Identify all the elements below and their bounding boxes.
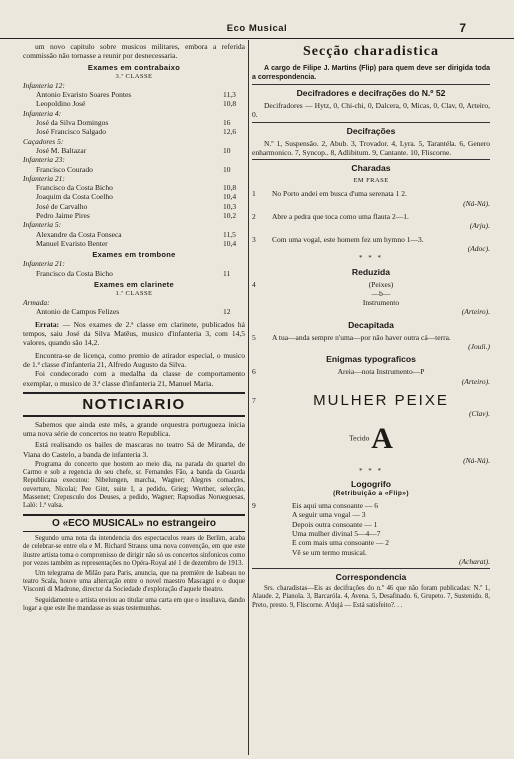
musician-name: Pedro Jaime Pires: [36, 211, 90, 221]
puzzle-9-author: (Acharat).: [458, 556, 490, 566]
unit-label: Armada:: [23, 298, 50, 308]
musician-name: José de Carvalho: [36, 201, 88, 211]
exam-list-clarinete: [23, 298, 245, 317]
intro-paragraph: um novo capitulo sobre musicos militares, embora a referida commissão não tornasse a reunir por desnecessaria.: [23, 42, 245, 61]
puzzle-7-author: (Clav).: [468, 408, 490, 418]
column-divider: [248, 40, 249, 755]
enigmas-title: Enigmas typograficos: [326, 354, 416, 365]
exam-list-trombone: [23, 259, 245, 278]
puzzle-2: 2 Abre a pedra que toca como uma flauta 2—1.: [252, 212, 409, 222]
section-class: 1.ª CLASSE: [115, 289, 153, 297]
divider: [252, 159, 490, 160]
musician-name: José Francisco Salgado: [36, 127, 106, 137]
puzzle-6: 6 Areia—nota Instrumento—P: [252, 367, 425, 377]
exam-row: [23, 118, 245, 127]
errata-text: — Nos exames de 2.ª classe em clarinete, publicados há tempos, saiu José da Silva Matêus, musico d'infanteria 3, com 14,5 valores, quando são 14,2.: [23, 319, 245, 348]
score-value: 11,5: [223, 229, 236, 239]
running-title: Eco Musical: [226, 23, 288, 34]
charadistica-title: Secção charadistica: [302, 44, 440, 59]
puzzle-1-author: (Ná-Ná).: [463, 198, 490, 208]
exam-row: [23, 239, 245, 248]
exam-row: [23, 99, 245, 108]
musician-name: Antonio de Campos Felizes: [36, 307, 120, 317]
score-value: 10,3: [223, 201, 237, 211]
exam-row: [23, 211, 245, 220]
musician-name: Francisco da Costa Bicho: [36, 183, 113, 193]
logogrifo-line: Uma mulher divinal 5—4—7: [292, 529, 381, 539]
score-value: 10,2: [223, 211, 237, 221]
score-value: 12,6: [223, 127, 237, 137]
score-value: 11,3: [223, 90, 236, 100]
news-paragraph-3: Programa do concerto que hostem ao meio dia, na parada do quartel do Carmo e sob a regencia do seu chefe, sr. Fernandes Fão, a banda da Guarda Republicana executou: Nibelungen, marcha, Wagner; Alegres comadres, ouverture, Nicolai; Pee Gint, suite I, a pedido, Grieg; Werther, selecção, Massenet; Crepusculo dos Deuses, a pedido, Wagner; Rapsodias Norueguesas, Laló: 1.ª valsa.: [23, 460, 245, 509]
puzzle-4-author: (Arteiro).: [461, 307, 490, 317]
unit-label: Infanteria 23:: [23, 155, 65, 165]
errata-label: Errata:: [35, 319, 60, 329]
logogrifo-dedication: (Retribuição a «Flip»): [333, 489, 409, 497]
section-editor: A cargo de Filipe J. Martins (Flip) para quem deve ser dirigida toda a correspondencia.: [252, 65, 490, 81]
musician-name: Joaquim da Costa Coelho: [36, 192, 113, 202]
em-frase-label: EM FRASE: [353, 177, 389, 185]
puzzle-5-author: (Jouli.): [468, 342, 490, 352]
decifradores-text: Decifradores — Hytz, 0, Chi-chi, 0, Dalcera, 0, Micas, 0, Clav, 0, Arteiro, 0.: [252, 101, 490, 120]
score-value: 16: [223, 118, 231, 128]
exam-list-contrabaixo: [23, 81, 245, 248]
score-value: 11: [223, 268, 231, 278]
exam-row: [23, 183, 245, 192]
exam-row: [23, 127, 245, 136]
score-value: 12: [223, 307, 231, 317]
section-class: 3.ª CLASSE: [115, 72, 153, 80]
divider: [252, 84, 490, 85]
musician-name: José da Silva Domingos: [36, 118, 109, 128]
musician-name: José M. Baltazar: [36, 145, 87, 155]
unit-label: Infanteria 5:: [23, 220, 62, 230]
section-clarinete: Exames em clarinete: [94, 279, 174, 289]
musician-name: Manuel Evaristo Benter: [36, 238, 108, 248]
logogrifo-line: Vê se um termo musical.: [292, 547, 367, 557]
puzzle-3: 3 Com uma vogal, este homem fez um hymno 1—3.: [252, 234, 424, 244]
logogrifo-title: Logogrifo: [350, 478, 392, 489]
correspondencia-title: Correspondencia: [335, 572, 407, 583]
section-contrabaixo: Exames em contrabaixo: [87, 62, 181, 72]
correspondencia-text: Srs. charadistas—Eis as decifrações do n.º 46 que não foram publicadas: N.º 1, Alaude. 2, Pianola. 3, Barcaróla. 4, Avena. 5, Desafinado. 6, Grupeto. 7, Sustenido. 8, Preto, presto. 9, Fliscorne. A'dujá — Está satisfeito?. . .: [252, 585, 490, 609]
score-value: 10,4: [223, 238, 237, 248]
page-number: 7: [459, 21, 466, 35]
page-header: [0, 22, 514, 39]
decifracoes-title: Decifrações: [346, 125, 396, 136]
separator-stars: * * *: [359, 466, 383, 475]
unit-label: Infanteria 21:: [23, 259, 65, 269]
divider: [252, 122, 490, 123]
unit-label: Infanteria 4:: [23, 108, 62, 118]
right-column: Secção charadistica A cargo de Filipe J. Martins (Flip) para quem deve ser dirigida toda a correspondencia. Decifradores e decifrações do N.º 52 Decifradores — Hytz, 0, Chi-chi, 0, Dalcera, 0, Micas, 0, Clav, 0, Arteiro, 0. Decifrações N.º 1, Suspensão. 2, Abub. 3, Trovador. 4, Lyra. 5, Tarantéla. 6, Genero enharmonico. 7, Syncop.. 8, Adlibitum. 9, Cantante. 10, Fliscorne. Charadas EM FRASE 1 No Porto andei em busca d'uma serenata 1 2. (Ná-Ná). 2 Abre a pedra que toca como uma flauta 2—1. (Arju). 3 Com uma vogal, este homem fez um hymno 1—3. (Adoc). * * * Reduzida 4 (Peixes) —b— Instrumento (Arteiro). Decapitada 5 A tua—anda sempre n'uma—por não haver outra cá—terra. (Jouli.) Enigmas typograficos 6 Areia—nota Instrumento—P (Arteiro). 7 MULHER PEIXE (Clav). Tecido A (Ná-Ná). * * * Logogrifo (Retribuição a «Flip») 9 Eis aqui uma consoante — 6 A seguir uma vogal — 3 Depois outra consoante — 1 Uma mulher divinal 5—4—7 E com mais uma consoante — 2 Vê se um termo musical. (Acharat). Correspondencia Srs. charadistas—Eis as decifrações do n.º 46 que não foram publicadas: N.º 1, Alaude. 2, Pianola. 3, Barcaróla. 4, Avena. 5, Desafinado. 6, Grupeto. 7, Sustenido. 8, Preto, presto. 9, Fliscorne. A'dujá — Está satisfeito?. . .: [252, 44, 490, 609]
medal-paragraph: Foi condecorado com a medalha da classe de comportamento exemplar, o musico de 3.ª classe d'infanteria 21, Manuel Maria.: [23, 369, 245, 388]
exam-row: [23, 307, 245, 316]
musician-name: Antonio Evaristo Soares Pontes: [36, 90, 132, 100]
news-paragraph-1: Sabemos que ainda este mês, a grande orquestra portugueza inicia uma nova série de concertos no teatro Republica.: [23, 419, 245, 439]
logogrifo-line: E com mais uma consoante — 2: [292, 538, 390, 548]
musician-name: Francisco Courado: [36, 164, 93, 174]
section-trombone: Exames em trombone: [92, 250, 176, 260]
score-value: 10: [223, 164, 231, 174]
exam-row: [23, 146, 245, 155]
unit-label: Caçadores 5:: [23, 136, 64, 146]
puzzle-4: 4 (Peixes): [252, 279, 394, 289]
exam-row: [23, 165, 245, 174]
exam-row: [23, 202, 245, 211]
charadas-title: Charadas: [351, 163, 391, 174]
errata-paragraph: [23, 320, 245, 348]
reduzida-title: Reduzida: [351, 266, 391, 277]
puzzle-5: 5 A tua—anda sempre n'uma—por não haver outra cá—terra.: [252, 332, 451, 342]
licence-paragraph: Encontra-se de licença, como premio de atirador especial, o musico de 1.ª classe d'infanteria 21, Alfredo Augusto da Silva.: [23, 350, 245, 369]
unit-label: Infanteria 21:: [23, 173, 65, 183]
score-value: 10: [223, 145, 231, 155]
logogrifo-line: Depois outra consoante — 1: [292, 519, 378, 529]
decifracoes-text: N.º 1, Suspensão. 2, Abub. 3, Trovador. 4, Lyra. 5, Tarantéla. 6, Genero enharmonico. 7, Syncop.. 8, Adlibitum. 9, Cantante. 10, Fliscorne.: [252, 138, 490, 157]
puzzle-6-author: (Arteiro).: [461, 376, 490, 386]
exam-row: [23, 230, 245, 239]
puzzle-2-author: (Arju).: [469, 221, 490, 231]
score-value: 10,8: [223, 183, 237, 193]
exam-row: [23, 269, 245, 278]
score-value: 10,8: [223, 99, 237, 109]
foreign-paragraph-3: Seguidamente o artista enviou ao titular uma carta em que o insultava, dando logar a que este lhe mandasse as suas testemunhas.: [23, 596, 245, 612]
news-paragraph-2: Está realisando os bailes de mascaras no teatro Sá de Miranda, de Viana do Castelo, a banda de infanteria 3.: [23, 440, 245, 459]
puzzle-7: 7 MULHER PEIXE: [252, 391, 449, 409]
noticiario-title: NOTICIARIO: [23, 392, 245, 417]
decifradores-title: Decifradores e decifrações do N.º 52: [296, 88, 446, 98]
logogrifo-line: A seguir uma vogal — 3: [292, 510, 366, 520]
exam-row: [23, 192, 245, 201]
puzzle-8: Tecido A: [349, 422, 393, 456]
puzzle-8-author: (Ná-Ná).: [463, 456, 490, 466]
logogrifo-line: Eis aqui uma consoante — 6: [292, 501, 379, 511]
separator-stars: * * *: [359, 254, 383, 263]
musician-name: Francisco da Costa Bicho: [36, 268, 113, 278]
foreign-paragraph-2: Um telegrama de Milão para Paris, anuncia, que na première de Isabeau no teatro Scala, houve uma altercação entre o novel maestro Mascagni e o duque Visconti di Madrone, director da Sociedade d'exploração d'aquele theatro.: [23, 570, 245, 594]
decapitada-title: Decapitada: [348, 319, 394, 330]
puzzle-9: 9 Eis aqui uma consoante — 6 A seguir uma vogal — 3 Depois outra consoante — 1 Uma mulher divinal 5—4—7 E com mais uma consoante — 2 Vê se um termo musical.: [252, 501, 490, 557]
musician-name: Alexandre da Costa Fonseca: [36, 229, 122, 239]
left-column: [23, 42, 245, 613]
foreign-section-title: O «ECO MUSICAL» no estrangeiro: [23, 514, 245, 532]
puzzle-1: 1 No Porto andei em busca d'uma serenata 1 2.: [252, 189, 407, 199]
exam-row: [23, 90, 245, 99]
score-value: 10,4: [223, 192, 237, 202]
foreign-paragraph-1: Segundo uma nota da intendencia dos espectaculos reaes de Berlim, acaba de celebrar-se entre ela e M. Richard Strauss uma nova convenção, em que este ilustre artista toma o compromisso de dirigir não só os concertos sinfonicos como por vezes também as representações no Opéra-Royal até 1 de dezembro de 1913.: [23, 535, 245, 567]
musician-name: Leopoldino José: [36, 99, 86, 109]
unit-label: Infanteria 12:: [23, 80, 65, 90]
puzzle-3-author: (Adoc).: [467, 243, 490, 253]
divider: [252, 568, 490, 569]
